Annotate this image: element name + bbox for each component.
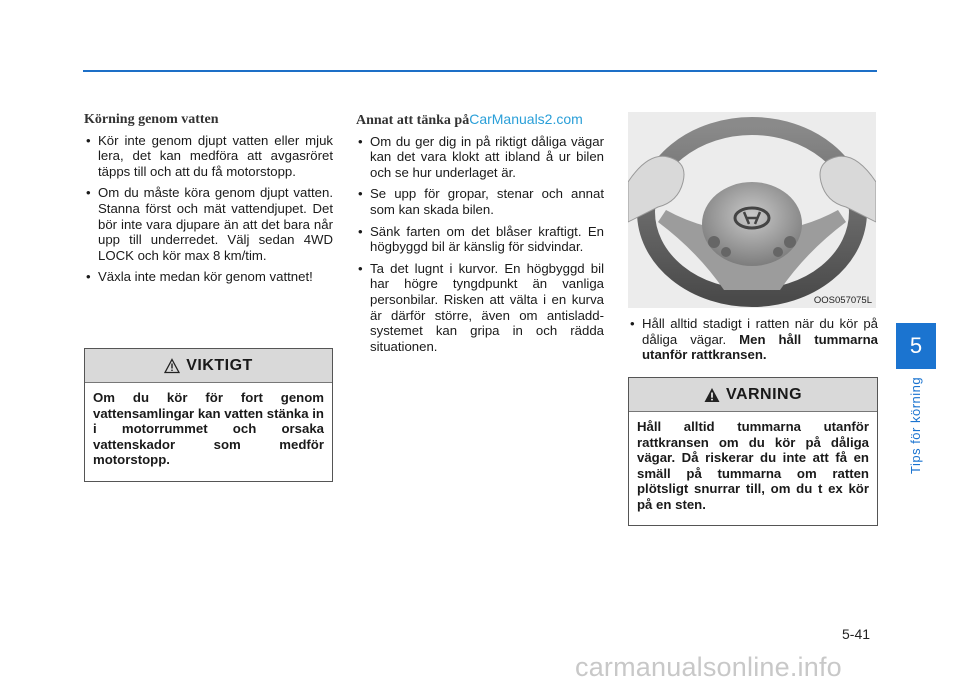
caution-triangle-icon [164, 358, 180, 374]
chapter-number-tab[interactable]: 5 [896, 323, 936, 369]
list-item: • Sänk farten om det blåser kraftigt. En högbyggd bil är känslig för sidvindar. [356, 224, 604, 255]
thumbs-tip-bold: Men håll tummarna utanför rattkransen. [642, 331, 878, 363]
notice-warning [628, 377, 878, 526]
section-heading-other [356, 112, 604, 129]
notice-warning-header [629, 378, 877, 412]
page-number: 5-41 [842, 626, 871, 642]
section-heading-other-text: Annat att tänka på [356, 113, 470, 128]
thumbs-bullet-list [628, 316, 878, 363]
other-bullet-list [356, 134, 604, 355]
notice-important-header [85, 349, 332, 383]
notice-warning-title: VARNING [725, 385, 803, 403]
thumbs-tip-plain: Håll alltid stadigt i ratten när du kör på dåliga vägar. [642, 316, 878, 347]
steering-wheel-hands-image [628, 112, 876, 308]
list-item: • Om du ger dig in på riktigt dåliga vägar kan det vara klokt att ibland å ur bilen och se hur underlaget är. [356, 134, 604, 181]
section-heading-water: Körning genom vatten [84, 112, 219, 127]
notice-warning-text: Håll alltid tummarna utanför rattkransen om du kör på dåliga vägar. Då riskerar du inte att få en smäll på tummarna om ratten plötsligt snurrar till, om du t ex kör på en sten. [637, 419, 869, 512]
warning-triangle-icon [704, 387, 720, 403]
list-item: • Se upp för gropar, stenar och annat som kan skada bilen. [356, 186, 604, 217]
water-bullet-list [84, 133, 333, 285]
list-item [628, 316, 878, 363]
steering-wheel-illustration [628, 112, 876, 308]
list-item: • Ta det lugnt i kurvor. En högbyggd bil har högre tyngdpunkt än vanliga personbilar. Risken att välta i en kurva är därför större, även om antisladd-systemet kan gripa in och rädda situationen. [356, 261, 604, 355]
notice-important-title: VIKTIGT [186, 356, 253, 374]
top-rule [83, 70, 877, 72]
notice-important [84, 348, 333, 482]
watermark-link[interactable]: CarManuals2.com [469, 111, 583, 127]
image-code: OOS057075L [813, 295, 872, 306]
list-item: • Växla inte medan kör genom vattnet! [84, 269, 333, 285]
chapter-title-text: Tips för körning [908, 376, 923, 474]
list-item: • Kör inte genom djupt vatten eller mjuk lera, det kan medföra att avgasröret täpps till och att du få motorstopp. [84, 133, 333, 180]
footer-watermark: carmanualsonline.info [575, 652, 842, 682]
column-other-considerations [356, 112, 604, 360]
notice-important-text: Om du kör för fort genom vattensamlingar kan vatten stänka in i motorrummet och orsaka vattenskador som medför motorstopp. [93, 390, 324, 468]
column-thumbs-tip [628, 316, 878, 369]
list-item: • Om du måste köra genom djupt vatten. Stanna först och mät vattendjupet. Det bör inte vara djupare än att det bara når upp till underredet. Välj sedan 4WD LOCK och kör max 8 km/tim. [84, 185, 333, 263]
column-driving-through-water [84, 112, 333, 291]
